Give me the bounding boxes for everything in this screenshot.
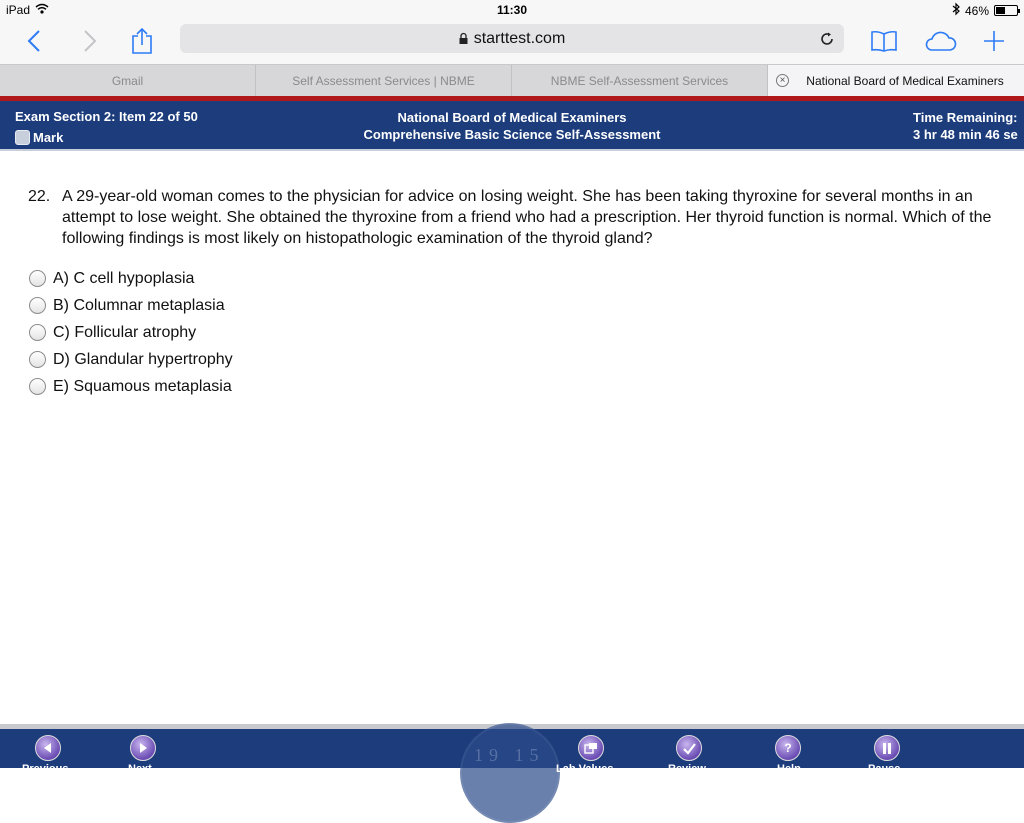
- cloud-icon: [923, 30, 957, 52]
- reload-button[interactable]: [816, 28, 838, 50]
- time-remaining-value: 3 hr 48 min 46 se: [913, 127, 1018, 142]
- triangle-right-icon: [138, 743, 148, 753]
- next-label[interactable]: Next: [128, 763, 152, 775]
- radio-button[interactable]: [29, 378, 46, 395]
- exam-header: [0, 101, 1024, 151]
- status-bar: [0, 0, 1024, 20]
- address-bar[interactable]: [180, 24, 844, 53]
- answer-option-c[interactable]: [29, 319, 233, 346]
- answer-options: [29, 265, 233, 400]
- back-button[interactable]: [16, 24, 52, 58]
- new-tab-button[interactable]: [976, 24, 1012, 58]
- battery-percent: 46%: [964, 3, 989, 18]
- exam-footer: [0, 729, 1024, 775]
- pause-button[interactable]: [874, 735, 900, 761]
- share-icon: [131, 27, 153, 55]
- tab-label: Self Assessment Services | NBME: [292, 73, 475, 88]
- seal-text: 19 15: [474, 745, 545, 765]
- lock-icon: [459, 33, 468, 44]
- battery-fill: [996, 7, 1005, 14]
- book-icon: [870, 30, 898, 52]
- time-remaining: [913, 109, 1018, 143]
- mark-label: Mark: [33, 130, 64, 145]
- radio-button[interactable]: [29, 270, 46, 287]
- radio-button[interactable]: [29, 351, 46, 368]
- time-remaining-label: Time Remaining:: [913, 110, 1018, 125]
- browser-toolbar: [0, 20, 1024, 64]
- chevron-right-icon: [83, 30, 97, 52]
- tab-self-assessment-services[interactable]: [256, 65, 512, 96]
- review-label[interactable]: Review: [668, 763, 706, 775]
- lab-values-button[interactable]: [578, 735, 604, 761]
- help-button[interactable]: [775, 735, 801, 761]
- tab-strip: [0, 64, 1024, 96]
- battery-icon: [994, 5, 1018, 16]
- bookmarks-button[interactable]: [866, 24, 902, 58]
- review-button[interactable]: [676, 735, 702, 761]
- option-label: D) Glandular hypertrophy: [53, 350, 233, 368]
- question-number: 22.: [28, 188, 51, 205]
- status-right: [952, 3, 1018, 18]
- org-name: National Board of Medical Examiners: [397, 110, 627, 125]
- radio-button[interactable]: [29, 297, 46, 314]
- pause-icon: [882, 743, 892, 754]
- icloud-tabs-button[interactable]: [922, 24, 958, 58]
- option-label: C) Follicular atrophy: [53, 323, 197, 341]
- triangle-left-icon: [43, 743, 53, 753]
- tab-national-board[interactable]: [768, 65, 1024, 96]
- answer-option-a[interactable]: [29, 265, 233, 292]
- answer-option-b[interactable]: [29, 292, 233, 319]
- lab-values-icon: [584, 742, 598, 754]
- share-button[interactable]: [124, 24, 160, 58]
- tab-label: National Board of Medical Examiners: [806, 73, 1004, 88]
- pause-label[interactable]: Pause: [868, 763, 901, 775]
- previous-label[interactable]: Previous: [22, 763, 69, 775]
- lab-values-label[interactable]: Lab Values: [556, 763, 614, 775]
- answer-option-e[interactable]: [29, 373, 233, 400]
- answer-option-d[interactable]: [29, 346, 233, 373]
- previous-button[interactable]: [35, 735, 61, 761]
- question-text: A 29-year-old woman comes to the physician for advice on losing weight. She has been taking thyroxine for several months in an attempt to lose weight. She obtained the thyroxine from a friend who had a prescription. Her thyroid function is normal. Which of the following findings is most likely on histopathologic examination of the thyroid gland?: [62, 188, 992, 247]
- tab-label: NBME Self-Assessment Services: [550, 73, 729, 88]
- url-text: starttest.com: [473, 29, 566, 47]
- bluetooth-icon: [952, 3, 960, 18]
- radio-button[interactable]: [29, 324, 46, 341]
- exam-header-center: [0, 109, 1024, 143]
- question-mark-icon: ?: [784, 741, 792, 755]
- forward-button[interactable]: [72, 24, 108, 58]
- option-label: E) Squamous metaplasia: [53, 377, 232, 395]
- exam-section-label: Exam Section 2: Item 22 of 50: [15, 109, 198, 124]
- close-tab-icon[interactable]: ×: [776, 74, 789, 87]
- tab-nbme-self-assessment[interactable]: [512, 65, 768, 96]
- nbme-seal-logo: [460, 723, 560, 823]
- help-label[interactable]: Help: [777, 763, 801, 775]
- option-label: A) C cell hypoplasia: [53, 269, 195, 287]
- chevron-left-icon: [27, 30, 41, 52]
- plus-icon: [983, 30, 1005, 52]
- device-name: iPad: [6, 3, 31, 17]
- tab-label: Gmail: [111, 73, 144, 88]
- option-label: B) Columnar metaplasia: [53, 296, 225, 314]
- checkmark-icon: [683, 743, 696, 754]
- reload-icon: [820, 32, 834, 46]
- next-button[interactable]: [130, 735, 156, 761]
- tab-gmail[interactable]: [0, 65, 256, 96]
- question-stem: [28, 186, 1008, 249]
- status-time: 11:30: [496, 3, 528, 17]
- exam-name: Comprehensive Basic Science Self-Assessment: [363, 127, 661, 142]
